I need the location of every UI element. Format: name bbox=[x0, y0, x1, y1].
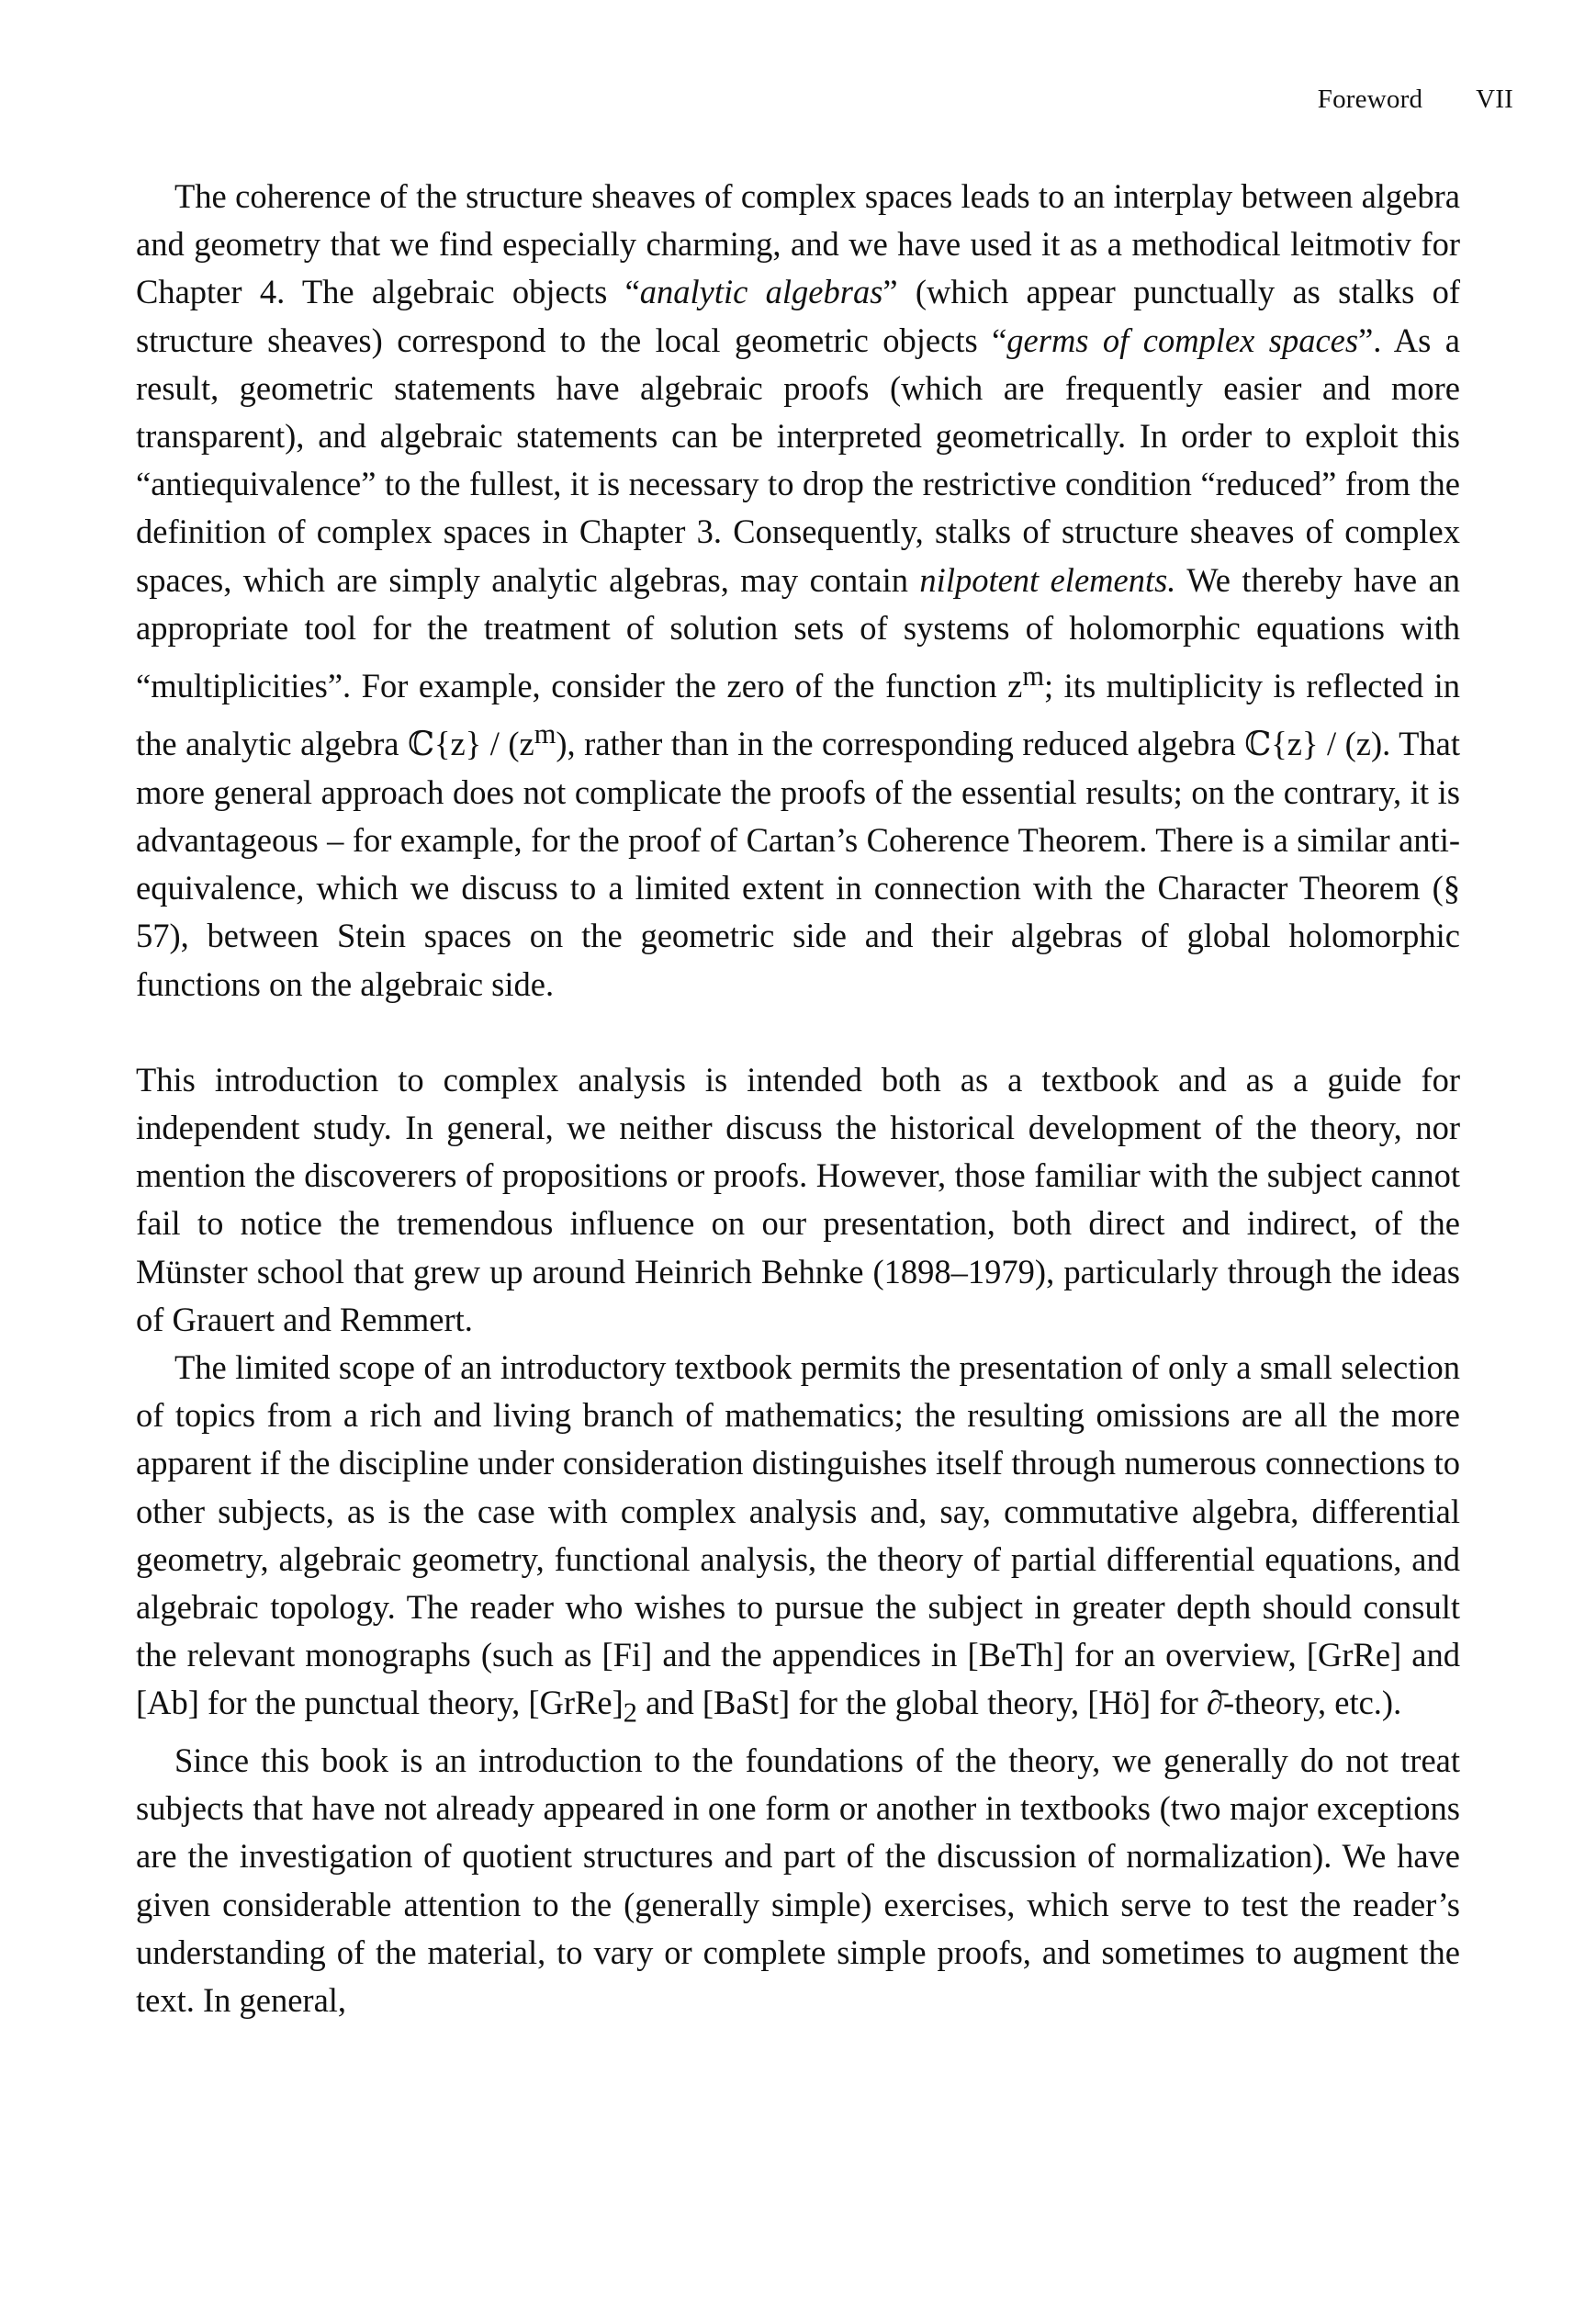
paragraph-coherence bbox=[136, 173, 1460, 1009]
body-text bbox=[136, 173, 1460, 2024]
paragraph-scope bbox=[136, 1344, 1460, 1737]
p1-text-6: ), rather than in the corresponding reduced algebra ℂ{z} / (z). That more general approach does not complicate the proofs of the essential results; on the contrary, it is advantageous – for example, for the proof of Cartan’s Coherence Theorem. There is a similar antiequivalence, which we discuss to a limited extent in connection with the Character Theorem (§ 57), between Stein spaces on the geometric side and their algebras of global holomorphic functions on the algebraic side. bbox=[136, 725, 1460, 1003]
p1-text-5: ; its multiplicity is reflected in the analytic algebra ℂ{z} / (z bbox=[136, 667, 1460, 763]
p1-text-1: The coherence of the structure sheaves of complex spaces leads to an interplay between algebra and geometry that we find especially charming, and we have used it as a methodical leitmotiv for Chapter 4. The algebraic objects “ bbox=[136, 177, 1460, 311]
paragraph-introduction: This introduction to complex analysis is intended both as a textbook and as a guide for independent study. In general, we neither discuss the historical development of the theory, nor mention the discoverers of propositions or proofs. However, those familiar with the subject cannot fail to notice the tremendous influence on our presentation, both direct and indirect, of the Münster school that grew up around Heinrich Behnke (1898–1979), particularly through the ideas of Grauert and Remmert. bbox=[136, 1060, 1460, 1338]
paragraph-foundations: Since this book is an introduction to the foundations of the theory, we generally do not treat subjects that have not already appeared in one form or another in textbooks (two major exceptions are the investigation of quotient structures and part of the discussion of normalization). We have given considerable attention to the (generally simple) exercises, which serve to test the reader’s understanding of the material, to vary or complete simple proofs, and sometimes to augment the text. In general, bbox=[136, 1741, 1460, 2019]
p1-superscript-2: m bbox=[534, 718, 556, 750]
p3-subscript: 2 bbox=[623, 1696, 637, 1729]
p1-italic-germs: germs of complex spaces bbox=[1006, 321, 1359, 359]
section-title: Foreword bbox=[1317, 85, 1423, 114]
p3-text-2: and [BaSt] for the global theory, [Hö] for ∂̄-theory, etc.). bbox=[636, 1684, 1402, 1722]
p1-italic-nilpotent: nilpotent elements. bbox=[919, 560, 1176, 599]
p1-text-3: ”. As a result, geometric statements have algebraic proofs (which are frequently easier and more transparent), and algebraic statements can be interpreted geometrically. In order to exploit this “antiequivalence” to the fullest, it is necessary to drop the restrictive condition “reduced” from the definition of complex spaces in Chapter 3. Consequently, stalks of structure sheaves of complex spaces, which are simply analytic algebras, may contain bbox=[136, 321, 1460, 599]
p1-text-4: We thereby have an appropriate tool for the treatment of solution sets of systems of holomorphic equations with “multiplicities”. For example, consider the zero of the function z bbox=[136, 560, 1460, 705]
p1-text-2: ” (which appear punctually as stalks of structure sheaves) correspond to the local geometric objects “ bbox=[136, 273, 1460, 359]
running-head bbox=[1318, 85, 1513, 115]
p1-italic-analytic-algebras: analytic algebras bbox=[639, 273, 883, 311]
p3-text-1: The limited scope of an introductory textbook permits the presentation of only a small selection of topics from a rich and living branch of mathematics; the resulting omissions are all the more apparent if the discipline under consideration distinguishes itself through numerous connections to other subjects, as is the case with complex analysis and, say, commutative algebra, differential geometry, algebraic geometry, functional analysis, the theory of partial differential equations, and algebraic topology. The reader who wishes to pursue the subject in greater depth should consult the relevant monographs (such as [Fi] and the appendices in [BeTh] for an overview, [GrRe] and [Ab] for the punctual theory, [GrRe] bbox=[136, 1347, 1460, 1722]
page-number: VII bbox=[1476, 85, 1513, 114]
p1-superscript-1: m bbox=[1022, 660, 1044, 693]
